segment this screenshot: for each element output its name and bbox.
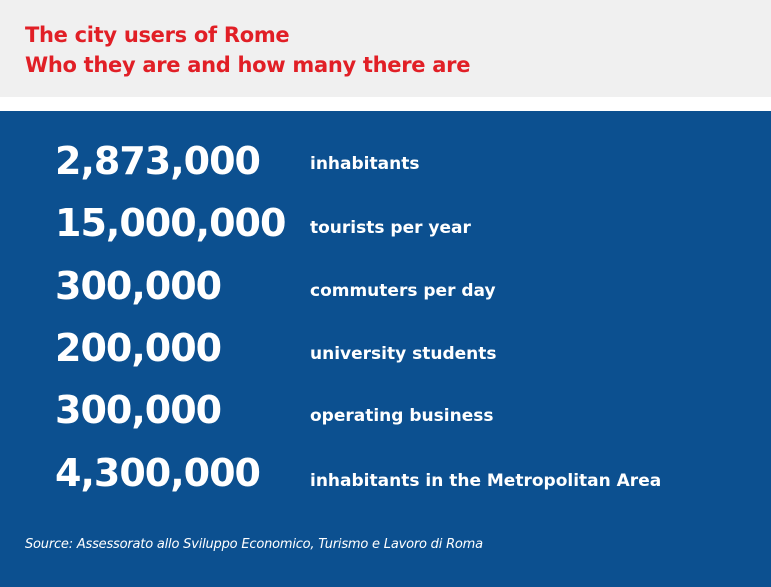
stat-students-value: 200,000 [55, 326, 222, 370]
header-banner [0, 0, 771, 97]
stat-metro-value: 4,300,000 [55, 451, 260, 495]
stat-inhabitants-label: inhabitants [310, 154, 420, 174]
page-subtitle: Who they are and how many there are [25, 53, 471, 77]
stat-business-value: 300,000 [55, 388, 222, 432]
page-title: The city users of Rome [25, 23, 290, 47]
stat-commuters-value: 300,000 [55, 264, 222, 308]
source-note: Source: Assessorato allo Sviluppo Economico, Turismo e Lavoro di Roma [25, 537, 483, 552]
stat-tourists-label: tourists per year [310, 218, 471, 238]
stat-metro-label: inhabitants in the Metropolitan Area [310, 471, 662, 491]
stat-tourists-value: 15,000,000 [55, 201, 286, 245]
stat-commuters-label: commuters per day [310, 281, 496, 301]
stat-students-label: university students [310, 344, 497, 364]
stat-business-label: operating business [310, 406, 494, 426]
stat-inhabitants-value: 2,873,000 [55, 139, 260, 183]
